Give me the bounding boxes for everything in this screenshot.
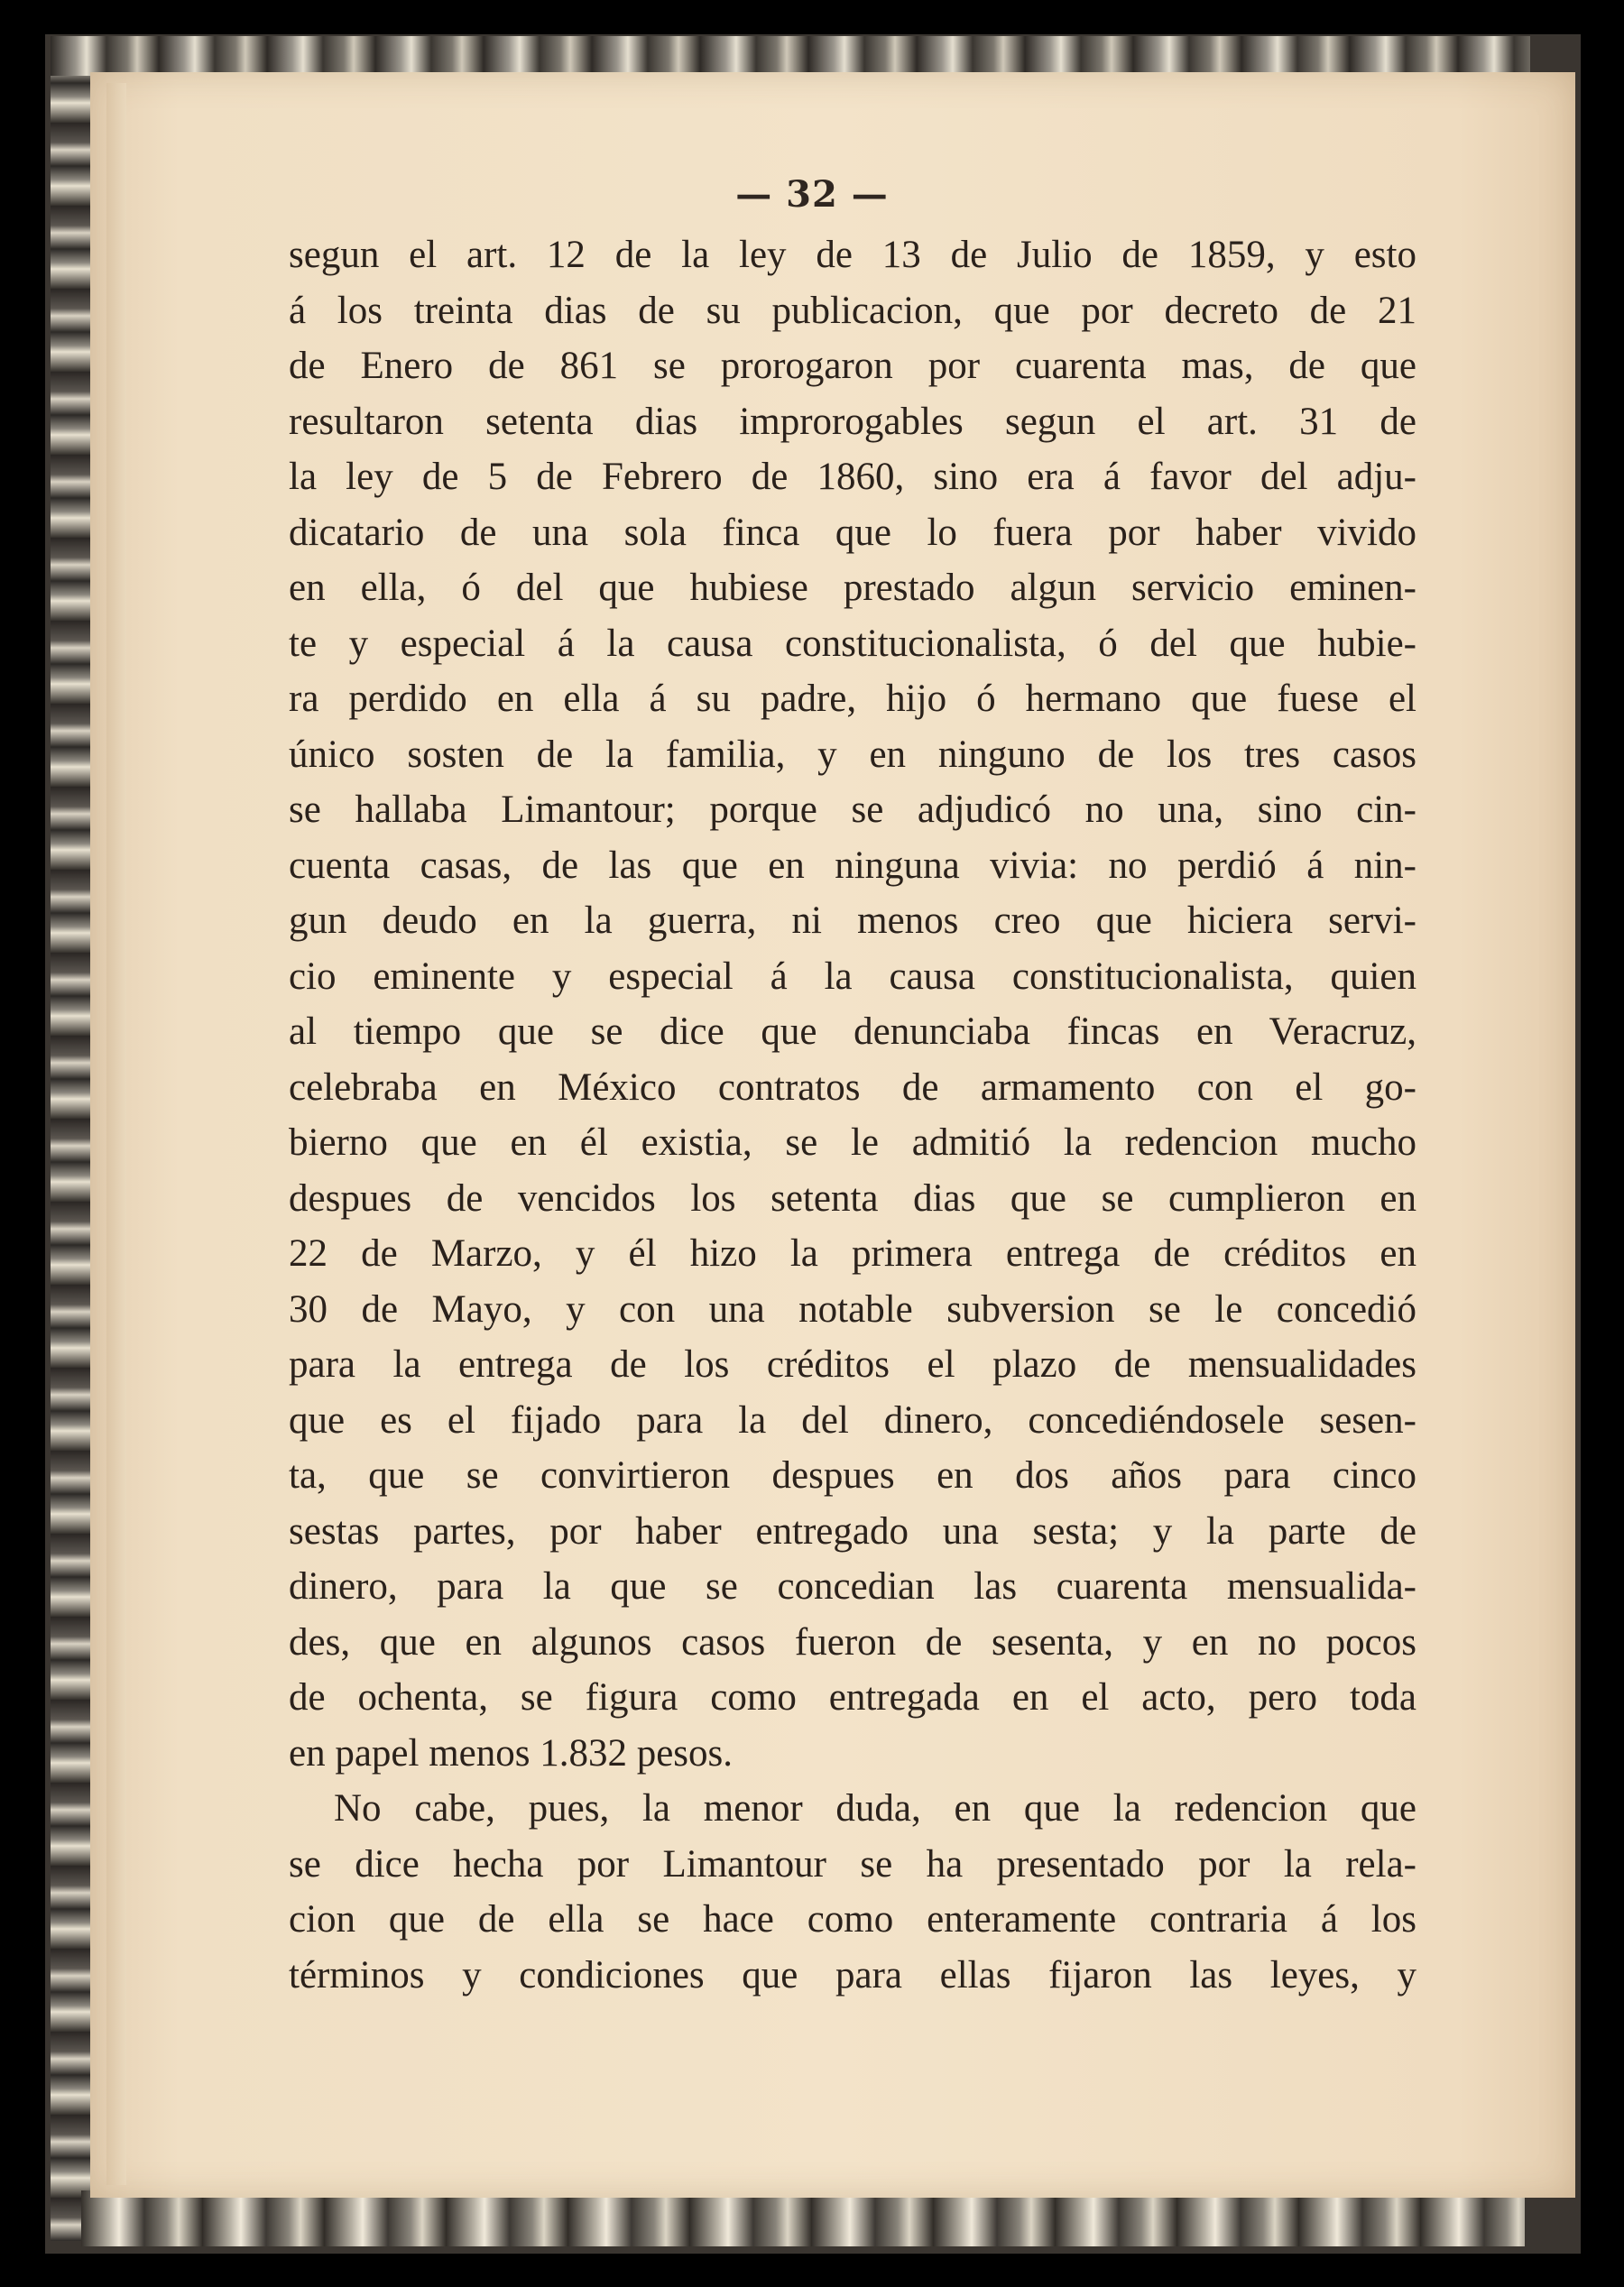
text-line: términos y condiciones que para ellas fijaron las leyes, y [289,1953,1416,1997]
paragraph-start-line: No cabe, pues, la menor duda, en que la redencion que [334,1787,1416,1830]
text-line: de Enero de 861 se prorogaron por cuarenta mas, de que [289,345,1416,387]
text-line: des, que en algunos casos fueron de sesenta, y en no pocos [289,1620,1416,1664]
text-line: se dice hecha por Limantour se ha presentado por la rela- [289,1842,1416,1886]
text-line: cio eminente y especial á la causa constitucionalista, quien [289,954,1416,998]
text-line: despues de vencidos los setenta dias que se cumplieron en [289,1176,1416,1220]
text-line: dinero, para la que se concedian las cuarenta mensualida- [289,1565,1416,1608]
book-bottom-edge [81,2190,1525,2246]
page-fold [106,83,126,2185]
text-line: sestas partes, por haber entregado una sesta; y la parte de [289,1509,1416,1553]
text-line: dicatario de una sola finca que lo fuera por haber vivido [289,511,1416,554]
text-line: se hallaba Limantour; porque se adjudicó no una, sino cin- [289,788,1416,831]
text-line: para la entrega de los créditos el plazo de mensualidades [289,1343,1416,1386]
text-line: la ley de 5 de Febrero de 1860, sino era á favor del adju- [289,456,1416,498]
text-line: segun el art. 12 de la ley de 13 de Julio de 1859, y esto [289,234,1416,276]
text-line: único sosten de la familia, y en ninguno de los tres casos [289,733,1416,776]
text-line: cuenta casas, de las que en ninguna vivia: no perdió á nin- [289,844,1416,887]
text-line: bierno que en él existia, se le admitió la redencion mucho [289,1121,1416,1164]
page-number: — 32 — [735,173,889,216]
text-line: 30 de Mayo, y con una notable subversion se le concedió [289,1287,1416,1331]
text-line: gun deudo en la guerra, ni menos creo que hiciera servi- [289,899,1416,942]
text-line: ta, que se convirtieron despues en dos años para cinco [289,1454,1416,1497]
paragraph-end-line: en papel menos 1.832 pesos. [289,1731,734,1775]
text-line: á los treinta dias de su publicacion, que por decreto de 21 [289,289,1416,332]
text-line: celebraba en México contratos de armamento con el go- [289,1065,1416,1109]
text-line: 22 de Marzo, y él hizo la primera entrega de créditos en [289,1232,1416,1275]
text-line: ra perdido en ella á su padre, hijo ó hermano que fuese el [289,678,1416,720]
body-text [289,227,1416,2003]
text-line: resultaron setenta dias improrogables segun el art. 31 de [289,400,1416,443]
book-top-edge [51,36,1530,76]
text-line: al tiempo que se dice que denunciaba fincas en Veracruz, [289,1010,1416,1053]
text-line: que es el fijado para la del dinero, concediéndosele sesen- [289,1398,1416,1442]
text-line: cion que de ella se hace como enteramente contraria á los [289,1898,1416,1941]
text-line: de ochenta, se figura como entregada en el acto, pero toda [289,1676,1416,1719]
text-line: te y especial á la causa constitucionalista, ó del que hubie- [289,622,1416,665]
text-line: en ella, ó del que hubiese prestado algun servicio eminen- [289,567,1416,609]
